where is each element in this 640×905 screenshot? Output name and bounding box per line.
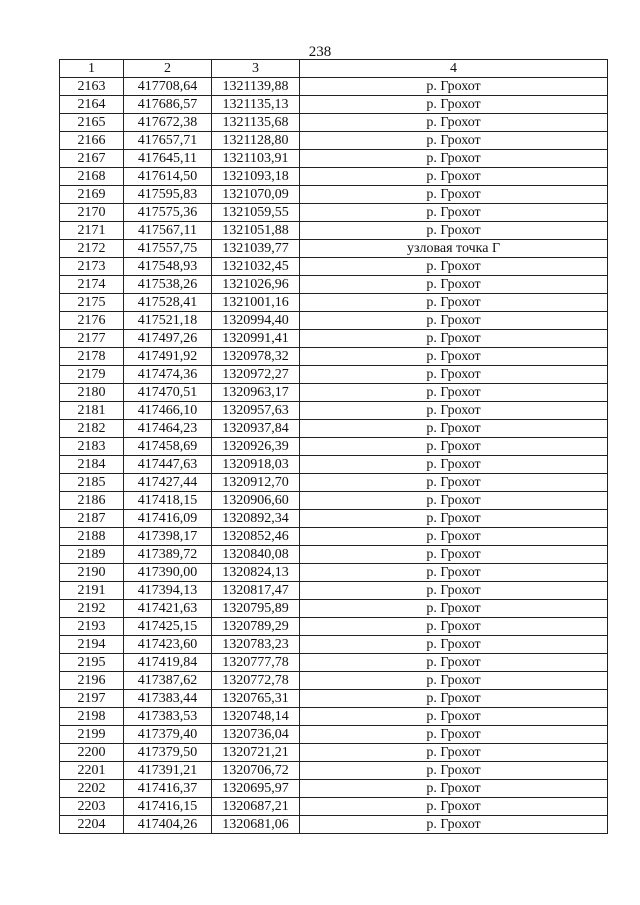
cell-description: р. Грохот (300, 132, 608, 150)
cell-y: 1320852,46 (212, 528, 300, 546)
table-row (60, 618, 608, 636)
table-row (60, 636, 608, 654)
cell-point-number: 2167 (60, 150, 124, 168)
cell-description: р. Грохот (300, 420, 608, 438)
cell-point-number: 2199 (60, 726, 124, 744)
cell-point-number: 2202 (60, 780, 124, 798)
column-header-y: 3 (212, 60, 300, 78)
cell-y: 1320963,17 (212, 384, 300, 402)
cell-description: р. Грохот (300, 672, 608, 690)
cell-y: 1320721,21 (212, 744, 300, 762)
cell-y: 1320906,60 (212, 492, 300, 510)
cell-point-number: 2190 (60, 564, 124, 582)
column-header-point-number: 1 (60, 60, 124, 78)
cell-y: 1320748,14 (212, 708, 300, 726)
cell-x: 417708,64 (124, 78, 212, 96)
cell-point-number: 2182 (60, 420, 124, 438)
cell-description: р. Грохот (300, 384, 608, 402)
table-row (60, 222, 608, 240)
cell-y: 1320695,97 (212, 780, 300, 798)
cell-description: р. Грохот (300, 492, 608, 510)
cell-description: р. Грохот (300, 636, 608, 654)
cell-x: 417404,26 (124, 816, 212, 834)
table-row (60, 510, 608, 528)
table-row (60, 114, 608, 132)
cell-description: р. Грохот (300, 798, 608, 816)
cell-y: 1320912,70 (212, 474, 300, 492)
cell-y: 1320824,13 (212, 564, 300, 582)
cell-description: р. Грохот (300, 582, 608, 600)
cell-x: 417394,13 (124, 582, 212, 600)
cell-point-number: 2196 (60, 672, 124, 690)
cell-description: узловая точка Г (300, 240, 608, 258)
cell-point-number: 2184 (60, 456, 124, 474)
cell-description: р. Грохот (300, 816, 608, 834)
cell-y: 1321139,88 (212, 78, 300, 96)
cell-point-number: 2163 (60, 78, 124, 96)
cell-x: 417398,17 (124, 528, 212, 546)
cell-x: 417423,60 (124, 636, 212, 654)
cell-x: 417557,75 (124, 240, 212, 258)
table-row (60, 546, 608, 564)
table-row (60, 528, 608, 546)
cell-y: 1321070,09 (212, 186, 300, 204)
cell-description: р. Грохот (300, 276, 608, 294)
table-row (60, 168, 608, 186)
cell-point-number: 2188 (60, 528, 124, 546)
cell-point-number: 2200 (60, 744, 124, 762)
cell-y: 1321103,91 (212, 150, 300, 168)
cell-x: 417391,21 (124, 762, 212, 780)
cell-x: 417645,11 (124, 150, 212, 168)
cell-description: р. Грохот (300, 312, 608, 330)
cell-y: 1320795,89 (212, 600, 300, 618)
cell-y: 1320918,03 (212, 456, 300, 474)
cell-description: р. Грохот (300, 564, 608, 582)
cell-y: 1320681,06 (212, 816, 300, 834)
cell-y: 1320972,27 (212, 366, 300, 384)
cell-y: 1320957,63 (212, 402, 300, 420)
cell-description: р. Грохот (300, 186, 608, 204)
cell-point-number: 2203 (60, 798, 124, 816)
cell-point-number: 2166 (60, 132, 124, 150)
cell-description: р. Грохот (300, 330, 608, 348)
cell-description: р. Грохот (300, 726, 608, 744)
cell-y: 1320789,29 (212, 618, 300, 636)
cell-y: 1320687,21 (212, 798, 300, 816)
table-header-row (60, 60, 608, 78)
cell-point-number: 2185 (60, 474, 124, 492)
coordinates-table (59, 59, 608, 834)
cell-x: 417497,26 (124, 330, 212, 348)
cell-point-number: 2169 (60, 186, 124, 204)
cell-point-number: 2189 (60, 546, 124, 564)
cell-y: 1320892,34 (212, 510, 300, 528)
table-row (60, 456, 608, 474)
cell-description: р. Грохот (300, 204, 608, 222)
table-row (60, 690, 608, 708)
table-row (60, 312, 608, 330)
cell-point-number: 2197 (60, 690, 124, 708)
cell-y: 1321135,68 (212, 114, 300, 132)
cell-x: 417387,62 (124, 672, 212, 690)
cell-description: р. Грохот (300, 618, 608, 636)
table-row (60, 726, 608, 744)
cell-x: 417466,10 (124, 402, 212, 420)
table-row (60, 402, 608, 420)
cell-description: р. Грохот (300, 528, 608, 546)
table-row (60, 150, 608, 168)
cell-x: 417416,37 (124, 780, 212, 798)
cell-point-number: 2172 (60, 240, 124, 258)
cell-point-number: 2186 (60, 492, 124, 510)
cell-x: 417548,93 (124, 258, 212, 276)
cell-x: 417418,15 (124, 492, 212, 510)
table-row (60, 672, 608, 690)
table-row (60, 798, 608, 816)
table-row (60, 708, 608, 726)
cell-y: 1320937,84 (212, 420, 300, 438)
cell-point-number: 2165 (60, 114, 124, 132)
cell-y: 1320783,23 (212, 636, 300, 654)
cell-description: р. Грохот (300, 366, 608, 384)
cell-point-number: 2178 (60, 348, 124, 366)
cell-point-number: 2193 (60, 618, 124, 636)
cell-point-number: 2171 (60, 222, 124, 240)
cell-description: р. Грохот (300, 150, 608, 168)
cell-point-number: 2174 (60, 276, 124, 294)
cell-point-number: 2187 (60, 510, 124, 528)
cell-y: 1320777,78 (212, 654, 300, 672)
table-row (60, 816, 608, 834)
table-row (60, 258, 608, 276)
cell-point-number: 2180 (60, 384, 124, 402)
table-row (60, 600, 608, 618)
cell-description: р. Грохот (300, 168, 608, 186)
cell-x: 417538,26 (124, 276, 212, 294)
cell-description: р. Грохот (300, 222, 608, 240)
cell-description: р. Грохот (300, 114, 608, 132)
cell-y: 1321051,88 (212, 222, 300, 240)
table-row (60, 294, 608, 312)
cell-x: 417491,92 (124, 348, 212, 366)
cell-y: 1321128,80 (212, 132, 300, 150)
cell-y: 1320817,47 (212, 582, 300, 600)
table-row (60, 78, 608, 96)
cell-description: р. Грохот (300, 762, 608, 780)
cell-point-number: 2176 (60, 312, 124, 330)
cell-x: 417383,44 (124, 690, 212, 708)
table-row (60, 330, 608, 348)
cell-point-number: 2177 (60, 330, 124, 348)
cell-x: 417575,36 (124, 204, 212, 222)
cell-y: 1321059,55 (212, 204, 300, 222)
cell-x: 417389,72 (124, 546, 212, 564)
table-row (60, 276, 608, 294)
cell-point-number: 2191 (60, 582, 124, 600)
column-header-description: 4 (300, 60, 608, 78)
cell-y: 1320994,40 (212, 312, 300, 330)
cell-description: р. Грохот (300, 546, 608, 564)
cell-x: 417379,40 (124, 726, 212, 744)
cell-x: 417521,18 (124, 312, 212, 330)
cell-point-number: 2204 (60, 816, 124, 834)
table-row (60, 132, 608, 150)
table-row (60, 492, 608, 510)
cell-y: 1320926,39 (212, 438, 300, 456)
table-row (60, 780, 608, 798)
cell-x: 417419,84 (124, 654, 212, 672)
table-row (60, 654, 608, 672)
cell-y: 1320706,72 (212, 762, 300, 780)
cell-description: р. Грохот (300, 96, 608, 114)
cell-point-number: 2194 (60, 636, 124, 654)
cell-x: 417421,63 (124, 600, 212, 618)
cell-y: 1320765,31 (212, 690, 300, 708)
cell-point-number: 2175 (60, 294, 124, 312)
table-row (60, 744, 608, 762)
table-row (60, 762, 608, 780)
page-number: 238 (308, 44, 332, 60)
cell-x: 417672,38 (124, 114, 212, 132)
cell-point-number: 2164 (60, 96, 124, 114)
cell-point-number: 2173 (60, 258, 124, 276)
table-row (60, 582, 608, 600)
cell-y: 1320736,04 (212, 726, 300, 744)
cell-description: р. Грохот (300, 600, 608, 618)
table-row (60, 366, 608, 384)
cell-x: 417447,63 (124, 456, 212, 474)
cell-y: 1320991,41 (212, 330, 300, 348)
cell-y: 1321001,16 (212, 294, 300, 312)
table-body (60, 78, 608, 834)
cell-description: р. Грохот (300, 348, 608, 366)
cell-y: 1320978,32 (212, 348, 300, 366)
cell-x: 417427,44 (124, 474, 212, 492)
column-header-x: 2 (124, 60, 212, 78)
table-row (60, 204, 608, 222)
table-row (60, 474, 608, 492)
cell-description: р. Грохот (300, 744, 608, 762)
table-row (60, 186, 608, 204)
cell-x: 417416,09 (124, 510, 212, 528)
cell-x: 417595,83 (124, 186, 212, 204)
cell-point-number: 2181 (60, 402, 124, 420)
table-row (60, 564, 608, 582)
cell-description: р. Грохот (300, 78, 608, 96)
cell-point-number: 2192 (60, 600, 124, 618)
cell-x: 417657,71 (124, 132, 212, 150)
cell-x: 417474,36 (124, 366, 212, 384)
cell-y: 1321026,96 (212, 276, 300, 294)
cell-description: р. Грохот (300, 510, 608, 528)
cell-point-number: 2195 (60, 654, 124, 672)
cell-y: 1321032,45 (212, 258, 300, 276)
cell-x: 417470,51 (124, 384, 212, 402)
cell-x: 417686,57 (124, 96, 212, 114)
cell-y: 1321093,18 (212, 168, 300, 186)
cell-x: 417464,23 (124, 420, 212, 438)
table-row (60, 348, 608, 366)
cell-description: р. Грохот (300, 456, 608, 474)
cell-x: 417567,11 (124, 222, 212, 240)
cell-point-number: 2179 (60, 366, 124, 384)
cell-description: р. Грохот (300, 708, 608, 726)
cell-y: 1321039,77 (212, 240, 300, 258)
table-row (60, 96, 608, 114)
table-row (60, 438, 608, 456)
cell-point-number: 2170 (60, 204, 124, 222)
cell-x: 417528,41 (124, 294, 212, 312)
cell-x: 417458,69 (124, 438, 212, 456)
cell-description: р. Грохот (300, 402, 608, 420)
cell-x: 417379,50 (124, 744, 212, 762)
cell-description: р. Грохот (300, 474, 608, 492)
cell-x: 417416,15 (124, 798, 212, 816)
cell-x: 417425,15 (124, 618, 212, 636)
cell-description: р. Грохот (300, 780, 608, 798)
table-row (60, 384, 608, 402)
cell-point-number: 2183 (60, 438, 124, 456)
cell-description: р. Грохот (300, 438, 608, 456)
cell-point-number: 2198 (60, 708, 124, 726)
cell-point-number: 2201 (60, 762, 124, 780)
cell-description: р. Грохот (300, 258, 608, 276)
cell-description: р. Грохот (300, 690, 608, 708)
cell-description: р. Грохот (300, 654, 608, 672)
table-row (60, 240, 608, 258)
table-row (60, 420, 608, 438)
cell-y: 1321135,13 (212, 96, 300, 114)
cell-x: 417383,53 (124, 708, 212, 726)
cell-y: 1320772,78 (212, 672, 300, 690)
cell-description: р. Грохот (300, 294, 608, 312)
cell-point-number: 2168 (60, 168, 124, 186)
cell-x: 417614,50 (124, 168, 212, 186)
cell-x: 417390,00 (124, 564, 212, 582)
cell-y: 1320840,08 (212, 546, 300, 564)
